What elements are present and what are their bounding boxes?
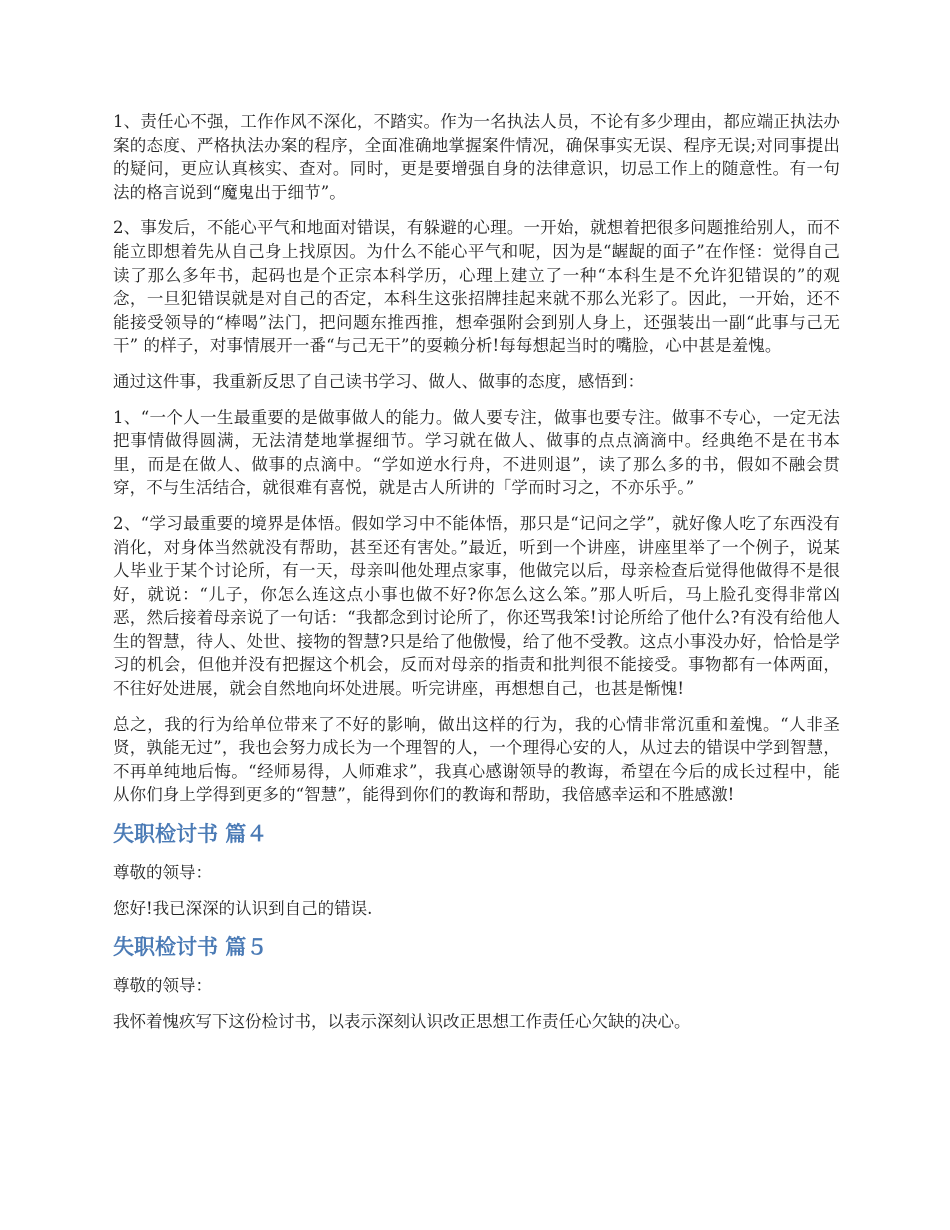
document-page (113, 110, 840, 1045)
salutation-4: 尊敬的领导： (113, 863, 212, 883)
paragraph-ability: 1、“一个人一生最重要的是做事做人的能力。做人要专注，做事也要专注。做事不专心，一定无法把事情做得圆满，无法清楚地掌握细节。学习就在做人、做事的点点滴滴中。经典绝不是在书本里，而是在做人、做事的点滴中。“学如逆水行舟，不进则退”，读了那么多的书，假如不融会贯穿，不与生活结合，就很难有喜悦，就是古人所讲的「学而时习之，不亦乐乎。” (113, 407, 840, 498)
section-heading-4: 失职检讨书 篇４ (113, 822, 268, 847)
paragraph-avoidance: 2、事发后，不能心平气和地面对错误，有躲避的心理。一开始，就想着把很多问题推给别人，而不能立即想着先从自己身上找原因。为什么不能心平气和呢，因为是“龌龊的面子”在作怪：觉得自己读了那么多年书，起码也是个正宗本科学历，心理上建立了一种“本科生是不允许犯错误的”的观念，一旦犯错误就是对自己的否定，本科生这张招牌挂起来就不那么光彩了。因此，一开始，还不能接受领导的“棒喝”法门，把问题东推西推，想牵强附会到别人身上，还强装出一副“此事与己无干” 的样子，对事情展开一番“与己无干”的耍赖分析!每每想起当时的嘴脸，心中甚是羞愧。 (113, 218, 840, 356)
paragraph-reflection-intro: 通过这件事，我重新反思了自己读书学习、做人、做事的态度，感悟到： (113, 371, 645, 391)
salutation-5: 尊敬的领导： (113, 976, 212, 996)
paragraph-conclusion: 总之，我的行为给单位带来了不好的影响，做出这样的行为，我的心情非常沉重和羞愧。“人非圣贤，孰能无过”，我也会努力成长为一个理智的人，一个理得心安的人，从过去的错误中学到智慧，不再单纯地后悔。“经师易得，人师难求”，我真心感谢领导的教诲，希望在今后的成长过程中，能从你们身上学得到更多的“智慧”，能得到你们的教诲和帮助，我倍感幸运和不胜感激! (113, 714, 840, 805)
paragraph-responsibility: 1、责任心不强，工作作风不深化，不踏实。作为一名执法人员，不论有多少理由，都应端正执法办案的态度、严格执法办案的程序，全面准确地掌握案件情况，确保事实无误、程序无误;对同事提出的疑问，更应认真核实、查对。同时，更是要增强自身的法律意识，切忌工作上的随意性。有一句法的格言说到“魔鬼出于细节”。 (113, 112, 840, 202)
body-line-5: 我怀着愧疚写下这份检讨书，以表示深刻认识改正思想工作责任心欠缺的决心。 (113, 1011, 691, 1031)
section-heading-5: 失职检讨书 篇５ (113, 935, 268, 960)
body-line-4: 您好!我已深深的认识到自己的错误. (113, 898, 373, 918)
paragraph-insight: 2、“学习最重要的境界是体悟。假如学习中不能体悟，那只是“记问之学”，就好像人吃了东西没有消化，对身体当然就没有帮助，甚至还有害处。”最近，听到一个讲座，讲座里举了一个例子，说某人毕业于某个讨论所，有一天，母亲叫他处理点家事，他做完以后，母亲检查后觉得他做得不是很好，就说：“儿子，你怎么连这点小事也做不好?你怎么这么笨。”那人听后，马上脸孔变得非常凶恶，然后接着母亲说了一句话：“我都念到讨论所了，你还骂我笨!讨论所给了他什么?有没有给他人生的智慧，待人、处世、接物的智慧?只是给了他傲慢，给了他不受教。这点小事没办好，恰恰是学习的机会，但他并没有把握这个机会，反而对母亲的指责和批判很不能接受。事物都有一体两面，不往好处进展，就会自然地向坏处进展。听完讲座，再想想自己，也甚是惭愧! (113, 513, 840, 699)
